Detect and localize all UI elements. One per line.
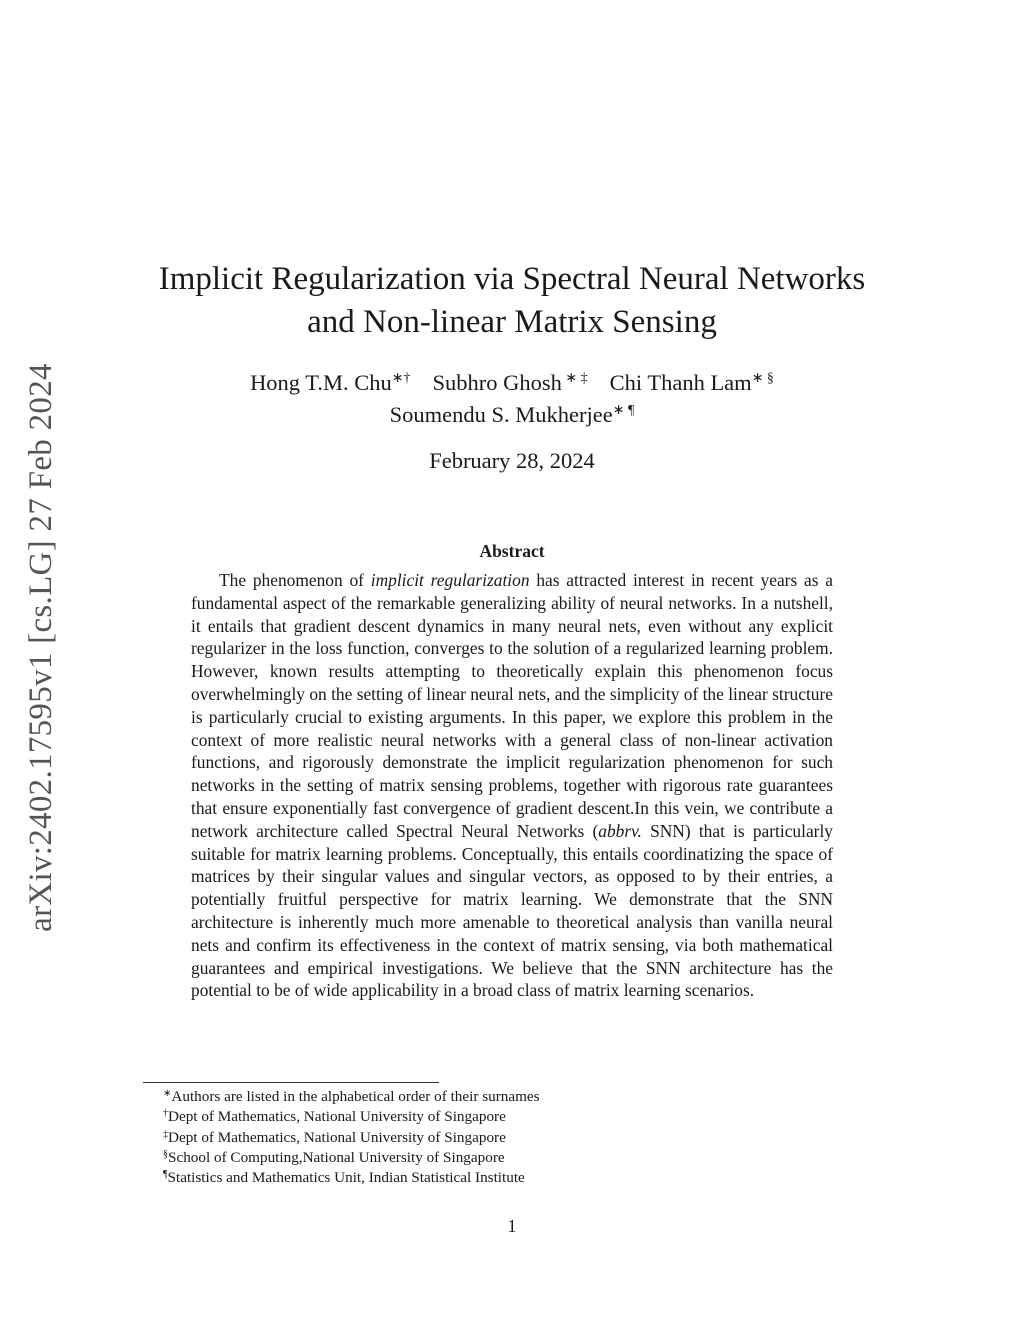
arxiv-identifier-text: arXiv:2402.17595v1 [cs.LG] 27 Feb 2024 (22, 363, 59, 932)
abstract-body (191, 569, 833, 1002)
abstract-heading: Abstract (479, 541, 545, 561)
footnote-mark: § (163, 1148, 168, 1160)
arxiv-identifier-stamp (0, 355, 82, 940)
footnote-text: Dept of Mathematics, National University of Singapore (168, 1108, 506, 1126)
author-1 (250, 370, 410, 395)
author-4 (390, 402, 635, 427)
footnote-mark: ∗ (163, 1088, 172, 1099)
title-line-2: and Non-linear Matrix Sensing (307, 304, 717, 340)
abstract-text: has attracted interest in recent years as a fundamental aspect of the remarkable generalizing ability of neural networks. In a nutshell, it entails that gradient descent dynamics in many neural nets, even without any explicit regularizer in the loss function, converges to the solution of a regularized learning problem. However, known results attempting to theoretically explain this phenomenon focus overwhelmingly on the setting of linear neural nets, and the simplicity of the linear structure is particularly crucial to existing arguments. In this paper, we explore this problem in the context of more realistic neural networks with a general class of non-linear activation functions, and rigorously demonstrate the implicit regularization phenomenon for such networks in the setting of matrix sensing problems, together with rigorous rate guarantees that ensure exponentially fast convergence of gradient descent.In this vein, we contribute a network architecture called Spectral Neural Networks ( (191, 570, 834, 841)
footnote-text: School of Computing,National University of Singapore (168, 1148, 505, 1166)
footnote-text: Statistics and Mathematics Unit, Indian Statistical Institute (167, 1169, 525, 1187)
footnote-mark: † (163, 1108, 168, 1120)
author-name: Chi Thanh Lam (609, 370, 752, 395)
author-affiliation-marks: ∗† (391, 371, 411, 386)
abstract-text: SNN) that is particularly suitable for matrix learning problems. Conceptually, this entails coordinatizing the space of matrices by their singular values and singular vectors, as opposed to by their entries, a potentially fruitful perspective for matrix learning. We demonstrate that the SNN architecture is inherently much more amenable to theoretical analysis than vanilla neural nets and confirm its effectiveness in the context of matrix sensing, via both mathematical guarantees and empirical investigations. We believe that the SNN architecture has the potential to be of wide applicability in a broad class of matrix learning scenarios. (191, 820, 833, 1001)
author-name: Hong T.M. Chu (250, 370, 392, 395)
author-3 (610, 370, 774, 395)
footnote-text: Authors are listed in the alphabetical order of their surnames (171, 1088, 540, 1105)
footnote-mark: ¶ (163, 1169, 168, 1181)
author-name: Subhro Ghosh (432, 370, 562, 395)
author-name: Soumendu S. Mukherjee (389, 402, 613, 427)
footnote (163, 1128, 863, 1148)
footnote-divider (143, 1082, 439, 1083)
footnote-text: Dept of Mathematics, National University of Singapore (168, 1128, 506, 1146)
author-2 (432, 370, 587, 395)
abstract-text: The phenomenon of (219, 570, 371, 590)
author-affiliation-marks: ∗ § (751, 371, 774, 386)
footnote (163, 1148, 863, 1168)
footnote (163, 1087, 863, 1107)
footnotes (163, 1087, 863, 1188)
footnote-mark: ‡ (163, 1128, 168, 1140)
page-number: 1 (507, 1216, 517, 1236)
abstract-emphasis: implicit regularization (370, 570, 530, 590)
abstract-emphasis: abbrv. (598, 820, 642, 841)
footnote (163, 1107, 863, 1127)
author-list (150, 367, 874, 431)
author-affiliation-marks: ∗ ‡ (561, 371, 588, 386)
author-affiliation-marks: ∗ ¶ (612, 403, 635, 418)
publication-date: February 28, 2024 (429, 448, 595, 473)
footnote (163, 1168, 863, 1188)
title-line-1: Implicit Regularization via Spectral Neural Networks (158, 261, 866, 297)
paper-title (110, 258, 914, 344)
